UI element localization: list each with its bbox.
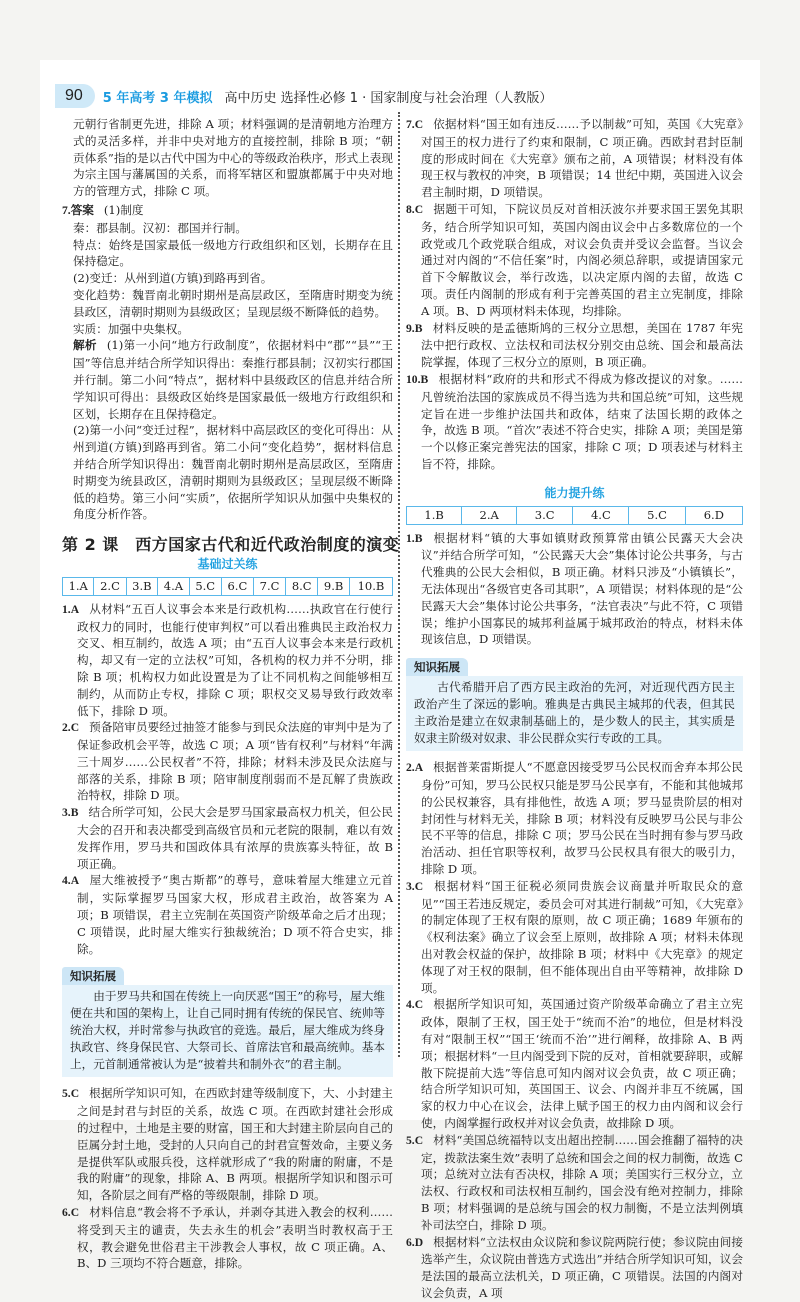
answer-line: 实质：加强中央集权。 (73, 321, 189, 336)
answer-label: 3.C (406, 879, 424, 893)
answer-item (406, 371, 743, 473)
answer-label: 7.答案 (62, 203, 94, 217)
key-cell: 5.C (629, 506, 685, 524)
answer-text: 从材料“五百人议事会本来是行政机构……执政官在行使行政权力的同时，也能行使审判权”可以看出雅典民主政治权力交叉、相互制约，故选 A 项；由“五百人议事会本来是行政机构，却又有一定的立法权”可知，各机构的权力并不分明，排除 B 项；机构权力如此设置是为了让不同机构之间能够相互制约，从而防止专权，排除 C 项；职权交叉易导致行政效率低下，排除 D 项。 (77, 601, 393, 718)
answer-label: 2.C (62, 721, 80, 735)
answer-text: 材料“美国总统福特以支出超出控制……国会推翻了福特的决定，拨款法案生效”表明了总统和国会之间的权力制衡，故选 C 项；总统对立法有否决权，排除 A 项；美国实行三权分立，立法权、行政权和司法权相互制约，国会没有绝对控制力，排除 B 项；材料强调的是总统与国会的权力制衡，不是立法判例填补司法空白，排除 D 项。 (421, 1132, 743, 1232)
key-cell: 2.A (462, 506, 517, 524)
answer-label: 1.A (62, 602, 80, 616)
key-cell: 4.A (158, 577, 189, 595)
key-cell: 3.C (517, 506, 573, 524)
section-title: 基础过关练 (197, 556, 258, 571)
answer-item (406, 530, 743, 649)
answer-text: 根据所学知识可知，在西欧封建等级制度下，大、小封建主之间是封君与封臣的关系，故选 C 项。在西欧封建社会形成的过程中，土地是主要的财富，国王和大封建主阶层向自己的臣属分封土地，受封的人只向自己的封君宣誓效命，主要义务是提供军队或服兵役，这样就形成了“我的附庸的附庸，不是我的附庸”的现象，排除 A、B 两项。根据所学知识和图示可知，各阶层之间有严格的等级限制，排除 D 项。 (77, 1086, 393, 1203)
answer-label: 5.C (406, 1133, 424, 1147)
answer-text: 根据材料“政府的共和形式不得成为修改提议的对象。……凡曾统治法国的家族成员不得当选为共和国总统”可知，这些规定旨在进一步维护法国共和政体，结束了法国长期的政体之争，故选 B 项。“首次”表述不符合史实，排除 A 项；美国是第一个以修正案完善宪法的国家，排除 C 项；D 项表述与材料主旨不符，排除。 (421, 371, 743, 471)
answer-key-table (62, 577, 393, 596)
answer-text: (1)制度 (103, 202, 144, 217)
answer-text: 据题干可知，下院议员反对首相沃波尔并要求国王罢免其职务，结合所学知识可知，英国内阁由议会中占多数席位的一个政党或几个政党联合组成，对议会负责并受议会监督。当议会通过对内阁的“不信任案”时，内阁必须总辞职，或提请国家元首下令解散议会，举行改选，以决定原内阁的去留，故选 C 项。责任内阁制的形成有利于完善英国的君主立宪制度，排除 A 项。B、D 两项材料未体现，均排除。 (421, 201, 743, 318)
answer-item (62, 872, 393, 957)
answer-text: 材料信息“教会将不予承认，并剥夺其进入教会的权利……将受到天主的谴责，失去永生的机会”表明当时教权高于王权，教会避免世俗君主干涉教会人事权，故 C 项正确。A、B、D 三项均不符合题意，排除。 (77, 1205, 393, 1271)
analysis-text: (1)第一小问“地方行政制度”，依据材料中“郡”“县”“王国”等信息并结合所学知识得出：秦推行郡县制；汉初实行郡国并行制。第二小问“特点”，据材料中县级政区的信息并结合所学知识可得出：县级政区始终是国家最低一级地方行政组织和区划，长期存在且保持稳定。 (73, 338, 393, 421)
answer-text: 根据材料“镇的大事如镇财政预算常由镇公民露天大会决议”并结合所学可知，“公民露天大会”集体讨论公共事务，与古代雅典的公民大会相似，B 项正确。材料只涉及“小镇镇长”，无法体现出“各级官吏各司其职”，A 项错误；材料体现的是“公民露天大会”集体讨论公共事务，“法官表决”与此不符，C 项错误；维护小国寡民的城邦利益属于城邦政治的特点，材料未体现该信息，D 项错误。 (421, 530, 743, 647)
right-column (406, 116, 743, 1302)
column-divider (398, 112, 400, 1057)
key-cell: 5.C (189, 577, 221, 595)
answer-text: 屋大维被授予“奥古斯都”的尊号，意味着屋大维建立元首制，实际掌握罗马国家大权，形成君主政治，故答案为 A 项；B 项错误，君主立宪制在英国资产阶级革命之后才出现；C 项错误，此时屋大维实行独裁统治；D 项不符合史实，排除。 (77, 873, 393, 956)
left-column (62, 116, 400, 1272)
answer-item (406, 320, 743, 371)
key-cell: 3.B (126, 577, 158, 595)
section-title: 能力提升练 (544, 485, 605, 500)
key-cell: 6.D (685, 506, 742, 524)
key-cell: 4.C (573, 506, 629, 524)
analysis-text: (2)第一小问“变迁过程”，据材料中高层政区的变化可得出：从州到道(方镇)到路再到省。第二小问“变化趋势”，据材料信息并结合所学知识得出：魏晋南北朝时期州是高层政区，至隋唐时期变为统县政区，清朝时期则为县级政区；呈现层级不断降低的趋势。第三小问“实质”，依据所学知识从加强中央集权的角度分析作答。 (73, 423, 393, 522)
answer-label: 9.B (406, 321, 423, 335)
answer-line: (2)变迁：从州到道(方镇)到路再到省。 (73, 271, 273, 286)
analysis (62, 337, 393, 422)
answer-label: 4.C (406, 998, 424, 1012)
continued-text: 元朝行省制更先进，排除 A 项；材料强调的是清朝地方治理方式的灵活多样，并非中央对地方的直接控制，排除 B 项；“朝贡体系”指的是以古代中国为中心的等级政治秩序，形式上表现为宗主国与藩属国的关系，而将军辖区和盟旗都属于中央对地方的管理方式，排除 C 项。 (73, 117, 393, 199)
answer-text: 根据材料“立法权由众议院和参议院两院行使；参议院由间接选举产生，众议院由普选方式选出”并结合所学知识可知，议会是法国的最高立法机关，D 项正确，C 项错误。法国的内阁对议会负责，A 项 (421, 1234, 743, 1300)
answer-label: 6.C (62, 1206, 80, 1220)
answer-item (406, 996, 743, 1131)
key-cell: 10.B (349, 577, 392, 595)
answer-line: 特点：始终是国家最低一级地方行政组织和区划，长期存在且保持稳定。 (73, 237, 393, 269)
answer-item (62, 601, 393, 720)
answer-label: 10.B (406, 372, 429, 386)
answer-label: 8.C (406, 202, 424, 216)
answer-text: 根据普莱雷斯提人“不愿意因接受罗马公民权而舍弃本邦公民身份”可知，罗马公民权只能是罗马公民享有，不能和其他城邦的公民权兼容，具有排他性，故选 A 项；罗马显贵阶层的相对封闭性与材料无关，排除 B 项；材料没有反映罗马公民与非公民不平等的信息，排除 C 项；罗马公民在当时拥有参与罗马政治活动、担任官职等权利，故罗马公民权具有很大的吸引力，排除 D 项。 (421, 760, 743, 877)
answer-line: 秦：郡县制。汉初：郡国并行制。 (73, 220, 247, 235)
key-cell: 7.C (253, 577, 285, 595)
key-cell: 9.B (318, 577, 350, 595)
book-title: 高中历史 选择性必修 1 · 国家制度与社会治理（人教版） (224, 90, 553, 106)
answer-key-table (406, 506, 743, 525)
answer-item (62, 1204, 393, 1272)
key-cell: 6.C (221, 577, 253, 595)
knowledge-text: 由于罗马共和国在传统上一向厌恶“国王”的称号，屋大维便在共和国的架构上，让自己同时拥有传统的保民官、统帅等统治大权，并时常参与执政官的竞选。最后，屋大维成为终身执政官、终身保民官、大祭司长、首席法官和最高统帅。基本上，元首制通常被认为是“披着共和制外衣”的君主制。 (62, 985, 393, 1077)
answer-text: 结合所学可知，公民大会是罗马国家最高权力机关，但公民大会的召开和表决都受到高级官员和元老院的限制，难以有效发挥作用，罗马共和国政体具有浓厚的贵族寡头特征，故 B 项正确。 (77, 805, 393, 871)
answer-item (62, 1085, 393, 1204)
answer-text: 预备陪审员要经过抽签才能参与到民众法庭的审判中是为了保证参政机会平等，故选 C 项；A 项“皆有权利”与材料“年满三十周岁……公民权者”不符，排除；材料未涉及民众法庭与部落的关系，排除 B 项；陪审制度削弱而不是瓦解了贵族政治特权，排除 D 项。 (77, 720, 393, 803)
answer-label: 7.C (406, 118, 424, 131)
answer-text: 材料反映的是孟德斯鸠的三权分立思想，美国在 1787 年宪法中把行政权、立法权和司法权分别交由总统、国会和最高法院掌握，体现了三权分立的原则，B 项正确。 (421, 320, 743, 370)
key-cell: 1.A (63, 577, 94, 595)
answer-label: 6.D (406, 1235, 424, 1249)
answer-item (406, 878, 743, 997)
knowledge-tab: 知识拓展 (406, 658, 468, 676)
key-cell: 2.C (94, 577, 126, 595)
book-brand: 5 年高考 3 年模拟 (102, 90, 213, 106)
answer-item (406, 116, 743, 201)
knowledge-box (406, 658, 743, 751)
answer-7 (62, 202, 393, 220)
answer-item (62, 719, 393, 804)
answer-item (62, 804, 393, 872)
answer-text: 依据材料“国王如有违反……予以制裁”可知，英国《大宪章》对国王的权力进行了约束和限制，C 项正确。西欧封君封臣制度的形成时间在《大宪章》颁布之前，A 项错误；材料没有体现王权与教权的冲突，B 项错误；14 世纪中期，英国进入议会君主制时期，D 项错误。 (421, 117, 743, 200)
key-cell: 8.C (286, 577, 318, 595)
answer-item (406, 1234, 743, 1302)
answer-line: 变化趋势：魏晋南北朝时期州是高层政区，至隋唐时期变为统县政区，清朝时期则为县级政区；呈现层级不断降低的趋势。 (73, 287, 393, 319)
page-header (55, 84, 552, 108)
answer-label: 4.A (62, 874, 80, 888)
analysis-label: 解析 (73, 339, 97, 353)
answer-item (406, 201, 743, 320)
answer-text: 根据所学知识可知，英国通过资产阶级革命确立了君主立宪政体，限制了王权，国王处于“统而不治”的地位，但是材料没有对“限制王权”“国王‘统而不治’”进行阐释，故排除 A、B 两项；根据材料“一旦内阁受到下院的反对，首相就要辞职，或解散下院提前大选”等信息可知内阁对议会负责，故 C 项正确；结合所学知识可知，英国国王、议会、内阁并非互不统属，国家的权力中心在议会，法律上赋予国王的权力由内阁和议会行使，内阁掌握行政权并对议会负责，故排除 D 项。 (421, 997, 743, 1131)
page-number: 90 (55, 84, 95, 108)
knowledge-box (62, 967, 393, 1077)
lesson-title: 第 2 课 西方国家古代和近代政治制度的演变 (62, 535, 400, 555)
answer-item (406, 759, 743, 878)
answer-label: 3.B (62, 806, 79, 820)
answer-label: 5.C (62, 1087, 80, 1101)
answer-label: 2.A (406, 761, 424, 775)
answer-text: 根据材料“国王征税必须同贵族会议商量并听取民众的意见”“国王若违反规定，委员会可对其进行制裁”可知，《大宪章》的制定体现了王权有限的原则，故 C 项正确；1689 年颁布的《权利法案》确立了议会至上原则，故排除 A 项；材料未体现出对教会权益的保护，故排除 B 项；材料中《大宪章》的规定体现了对王权的限制，但不能体现出自由平等精神，故排除 D 项。 (421, 878, 743, 995)
answer-item (406, 1132, 743, 1234)
answer-label: 1.B (406, 531, 423, 545)
knowledge-text: 古代希腊开启了西方民主政治的先河，对近现代西方民主政治产生了深远的影响。雅典是古典民主城邦的代表，但其民主政治是建立在奴隶制基础上的，是少数人的民主，其实质是奴隶主阶级对奴隶、非公民群众实行专政的工具。 (406, 676, 743, 751)
key-cell: 1.B (407, 506, 462, 524)
knowledge-tab: 知识拓展 (62, 967, 124, 985)
